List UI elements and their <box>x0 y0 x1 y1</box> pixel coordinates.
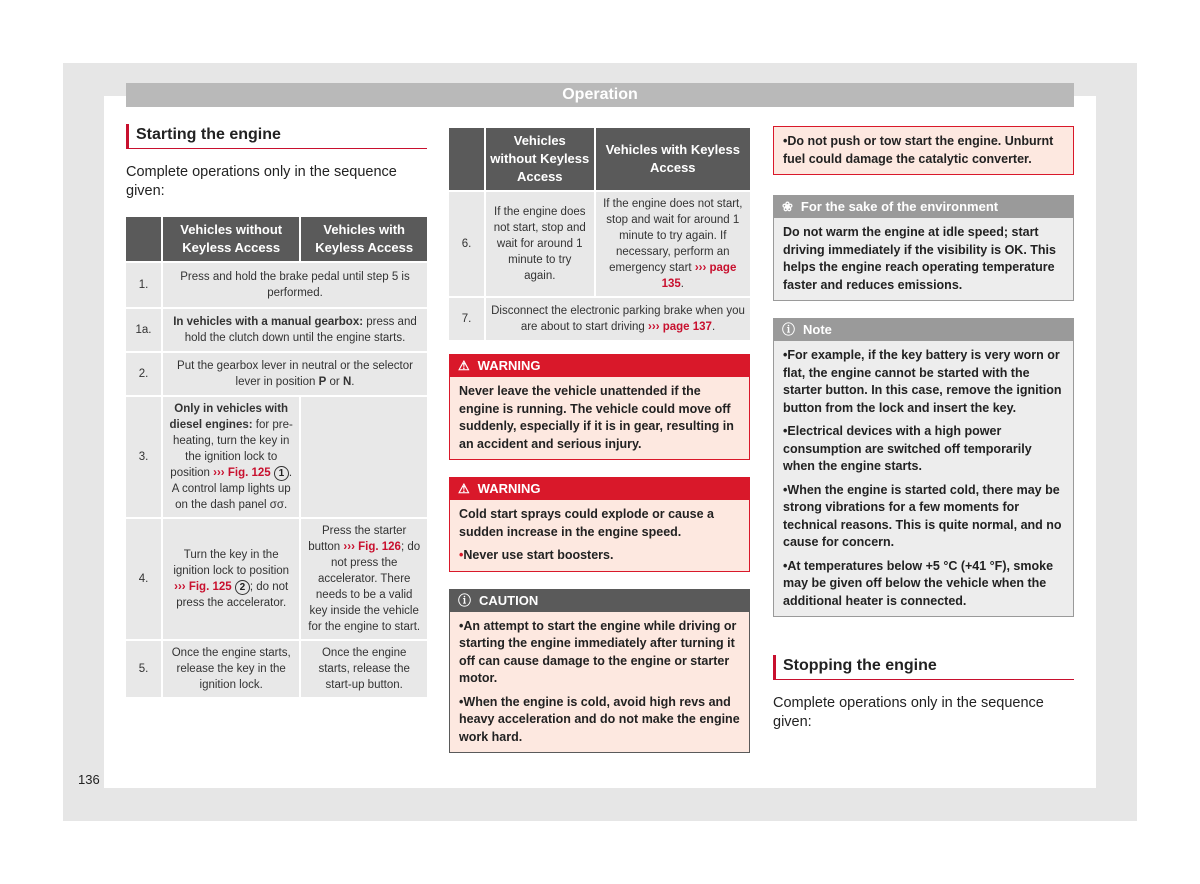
note-title: Note <box>803 322 832 337</box>
step-num: 1a. <box>126 309 161 351</box>
section-title-starting: Starting the engine <box>126 124 427 149</box>
table-row <box>449 192 750 296</box>
caution-body <box>449 612 750 754</box>
step-text-part: . <box>711 321 716 333</box>
environment-title: For the sake of the environment <box>800 199 999 214</box>
step-text-part: or <box>326 376 343 388</box>
step-text-part: . <box>680 278 684 290</box>
warning-bullet: • Do not push or tow start the engine. Unburnt fuel could damage the catalytic converter. <box>783 133 1064 168</box>
ref-arrows: ››› <box>343 541 355 553</box>
callout-circle: 2 <box>235 580 250 595</box>
ref-arrows: ››› <box>648 321 660 333</box>
table-row <box>126 641 427 697</box>
step-text <box>486 298 750 340</box>
warning-header <box>449 477 750 500</box>
warning-box-sprays <box>449 477 750 572</box>
step-text-bold: Only in vehicles with diesel engines: <box>169 403 289 431</box>
warning-header <box>449 354 750 377</box>
step-text-part: Put the gearbox lever in neutral or the selector lever in position <box>177 360 413 388</box>
step-text-part: ; do not press the accelerator. There needs to be a valid key inside the vehicle for the engine to start. <box>308 541 421 633</box>
table-header-with: Vehicles with Keyless Access <box>596 128 750 190</box>
table-header-num <box>126 217 161 261</box>
table-row <box>126 519 427 639</box>
caution-bullet: • When the engine is cold, avoid high revs and heavy acceleration and do not make the engine work hard. <box>459 694 740 747</box>
caution-circle-icon: ⓘ <box>458 592 472 608</box>
step-num: 3. <box>126 397 161 517</box>
environment-flower-icon: ❀ <box>782 199 793 214</box>
table-header-with: Vehicles with Keyless Access <box>301 217 427 261</box>
callout-circle: 1 <box>274 466 289 481</box>
page-number: 136 <box>78 772 100 787</box>
step-text-right <box>301 397 427 517</box>
column-middle <box>449 126 750 753</box>
column-left <box>126 124 427 699</box>
table-header-num <box>449 128 484 190</box>
step-text-left: Once the engine starts, release the key in the ignition lock. <box>163 641 299 697</box>
table-row <box>126 263 427 307</box>
fig-link[interactable] <box>213 467 271 479</box>
step-text-part: . A control lamp lights up on the dash panel <box>171 467 293 511</box>
warning-body <box>449 500 750 572</box>
step-text <box>163 353 427 395</box>
step-text-part: Disconnect the electronic parking brake when you are about to start driving <box>491 305 745 333</box>
table-header-without: Vehicles without Keyless Access <box>486 128 594 190</box>
step-text-left <box>163 519 299 639</box>
warning-bullet: • Never use start boosters. <box>459 547 740 565</box>
position-p: P <box>318 376 327 388</box>
warning-title: WARNING <box>477 481 541 496</box>
fig-ref: Fig. 125 <box>227 467 271 479</box>
section-header: Operation <box>126 83 1074 107</box>
stop-intro-text: Complete operations only in the sequence given: <box>773 695 1044 730</box>
step-text <box>163 309 427 351</box>
intro-text: Complete operations only in the sequence given: <box>126 164 397 199</box>
step-text-left <box>163 397 299 517</box>
environment-text: Do not warm the engine at idle speed; start driving immediately if the visibility is OK. This helps the engine reach operating temperature faster and reduces emissions. <box>773 218 1074 301</box>
step-text-bold: In vehicles with a manual gearbox: <box>173 316 364 328</box>
warning-box-unattended <box>449 354 750 460</box>
note-header <box>773 318 1074 341</box>
step-num: 5. <box>126 641 161 697</box>
environment-header <box>773 195 1074 218</box>
note-bullet: • When the engine is started cold, there may be strong vibrations for a few moments for technical reasons. This is quite normal, and no cause for concern. <box>783 482 1064 552</box>
warning-triangle-icon: ⚠ <box>458 481 470 496</box>
step-text-part: If the engine does not start, stop and wait for around 1 minute to try again. If necessary, perform an emergency start <box>603 198 743 274</box>
caution-title: CAUTION <box>479 592 539 608</box>
environment-box <box>773 195 1074 301</box>
note-body <box>773 341 1074 617</box>
fig-link[interactable] <box>343 541 401 553</box>
table-row <box>126 309 427 351</box>
warning-text: Cold start sprays could explode or cause a sudden increase in the engine speed. <box>459 507 714 539</box>
column-right <box>773 126 1074 732</box>
fig-link[interactable] <box>174 581 232 593</box>
step-text-part: ; do not press the accelerator. <box>176 581 289 609</box>
page-ref: page 135 <box>661 262 737 290</box>
warning-title: WARNING <box>477 358 541 373</box>
step-text-right <box>301 519 427 639</box>
table-header-without: Vehicles without Keyless Access <box>163 217 299 261</box>
glow-plug-lamp-icon: σσ <box>269 499 284 511</box>
section-title-stopping: Stopping the engine <box>773 655 1074 680</box>
table-row <box>449 298 750 340</box>
table-row <box>126 397 427 517</box>
step-num: 7. <box>449 298 484 340</box>
warning-continued-box <box>773 126 1074 175</box>
table-row <box>126 353 427 395</box>
page-ref: page 137 <box>662 321 712 333</box>
caution-box <box>449 589 750 754</box>
step-text-right: Once the engine starts, release the start-up button. <box>301 641 427 697</box>
step-text-right <box>596 192 750 296</box>
step-text-part: . <box>284 499 288 511</box>
ref-arrows: ››› <box>174 581 186 593</box>
step-text-rest: press and hold the clutch down until the engine starts. <box>184 316 417 344</box>
note-box <box>773 318 1074 617</box>
step-text-part: for pre-heating, turn the key in the ignition lock to position <box>170 419 293 479</box>
steps-table-continued <box>447 126 752 342</box>
ref-arrows: ››› <box>694 262 707 274</box>
position-n: N <box>342 376 352 388</box>
note-bullet: • At temperatures below +5 °C (+41 °F), smoke may be given off below the vehicle when the additional heater is connected. <box>783 558 1064 611</box>
fig-ref: Fig. 125 <box>188 581 232 593</box>
caution-bullet: • An attempt to start the engine while driving or starting the engine immediately after turning it off can cause damage to the engine or starter motor. <box>459 618 740 688</box>
steps-table <box>124 215 429 699</box>
step-num: 4. <box>126 519 161 639</box>
note-bullet: • Electrical devices with a high power consumption are switched off temporarily when the engine starts. <box>783 423 1064 476</box>
step-text-part: Press the starter button <box>308 525 407 553</box>
info-icon: ⓘ <box>782 322 796 337</box>
step-text-left: If the engine does not start, stop and wait for around 1 minute to try again. <box>486 192 594 296</box>
step-num: 6. <box>449 192 484 296</box>
note-bullet: • For example, if the key battery is very worn or flat, the engine cannot be started with the starter button. In this case, remove the ignition button from the lock and insert the key. <box>783 347 1064 417</box>
warning-text: Never leave the vehicle unattended if the engine is running. The vehicle could move off suddenly, especially if it is in gear, resulting in an accident and serious injury. <box>449 377 750 460</box>
step-text: Press and hold the brake pedal until step 5 is performed. <box>163 263 427 307</box>
fig-ref: Fig. 126 <box>358 541 401 553</box>
ref-arrows: ››› <box>213 467 225 479</box>
step-text-part: . <box>351 376 355 388</box>
warning-triangle-icon: ⚠ <box>458 358 470 373</box>
step-num: 1. <box>126 263 161 307</box>
caution-header <box>449 589 750 612</box>
page-link[interactable] <box>648 321 712 333</box>
step-num: 2. <box>126 353 161 395</box>
step-text-part: Turn the key in the ignition lock to position <box>173 549 290 577</box>
